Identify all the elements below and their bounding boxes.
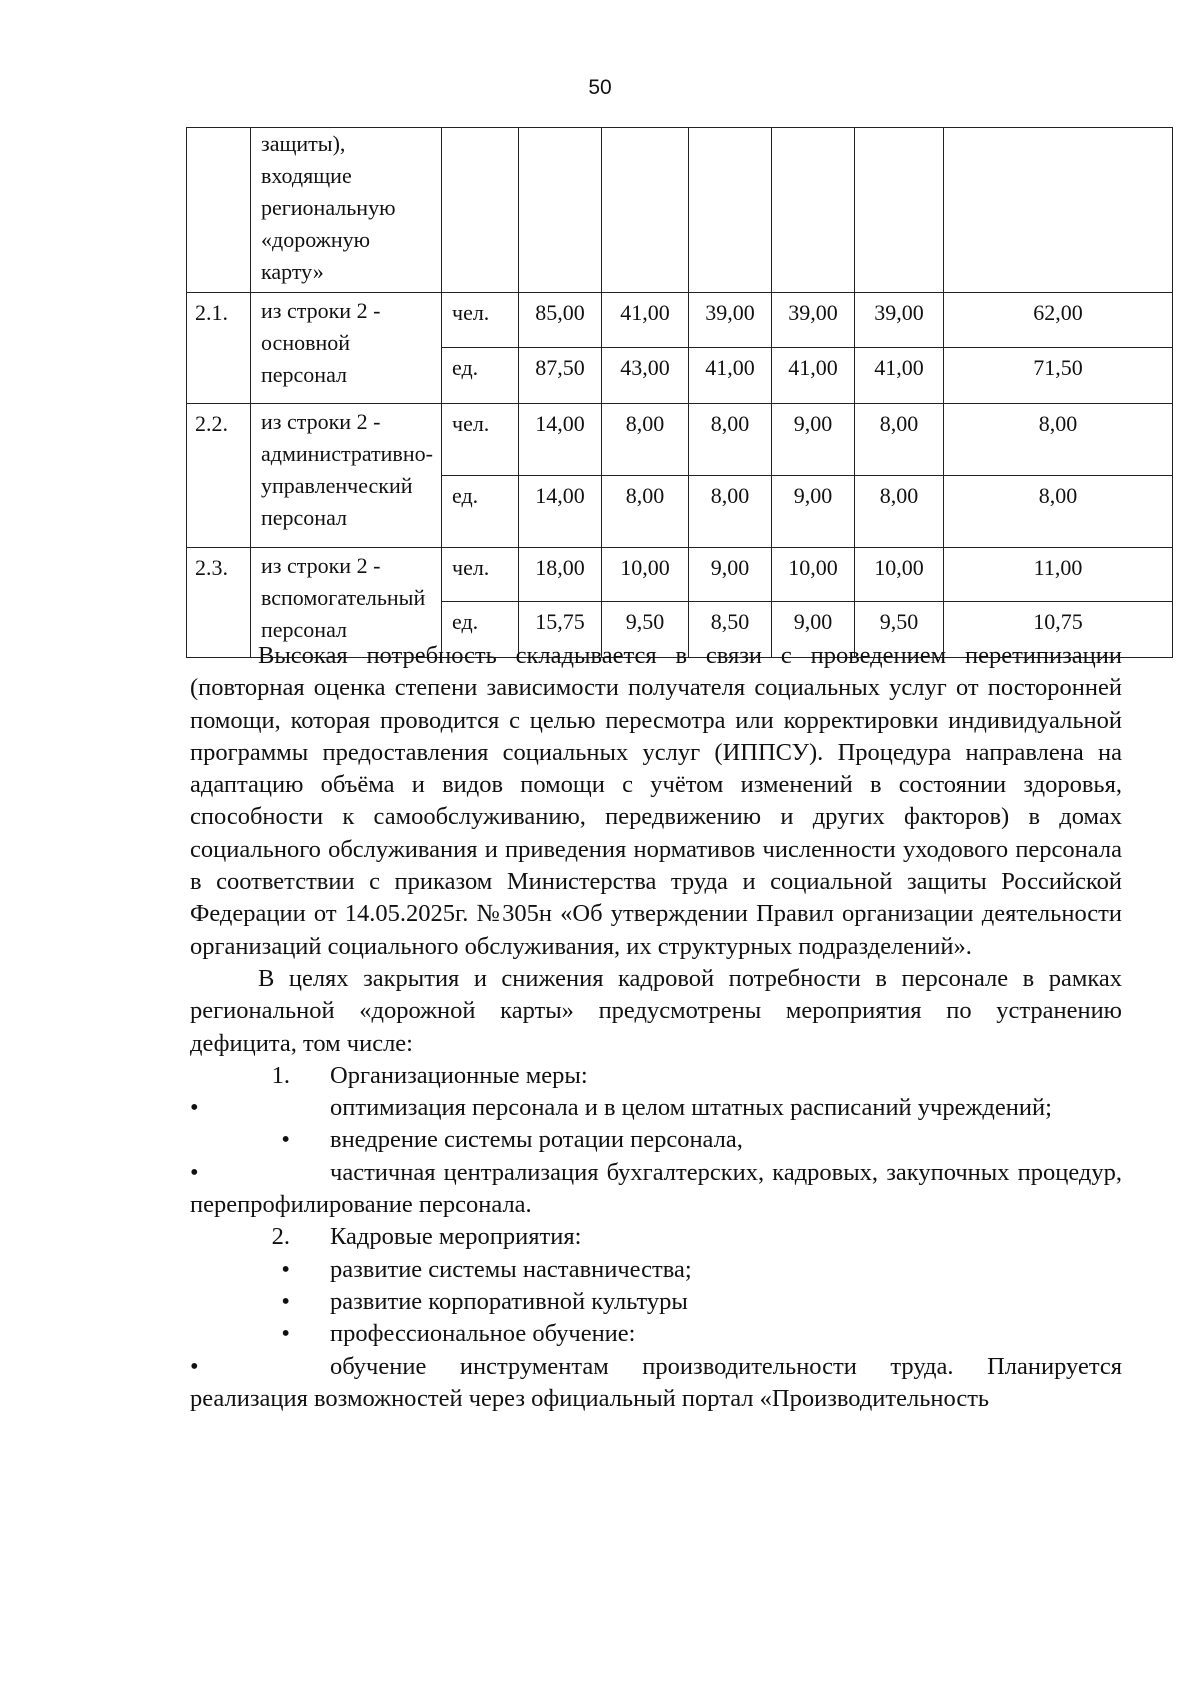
unit-cell: чел. <box>442 548 519 602</box>
list-marker: 1. <box>271 1061 290 1089</box>
table-row <box>187 293 1173 348</box>
value-cell: 8,00 <box>689 476 772 548</box>
value-cell: 8,00 <box>855 404 944 476</box>
value-cell: 8,00 <box>855 476 944 548</box>
value-cell: 9,00 <box>689 548 772 602</box>
value-cell: 39,00 <box>689 293 772 348</box>
row-number: 2.2. <box>187 404 251 548</box>
page-number: 50 <box>588 76 612 99</box>
bullet-icon: • <box>190 1094 199 1122</box>
list-marker: 2. <box>271 1223 290 1251</box>
value-cell: 39,00 <box>855 293 944 348</box>
value-cell: 14,00 <box>519 476 602 548</box>
body-text <box>190 640 1122 1415</box>
value-cell: 8,00 <box>602 476 689 548</box>
value-cell: 71,50 <box>944 348 1173 404</box>
unit-cell: ед. <box>442 602 519 658</box>
value-cell: 11,00 <box>944 548 1173 602</box>
row-number: 2.3. <box>187 548 251 658</box>
row-label: из строки 2 - основной персонал <box>251 293 442 404</box>
list-item-text: Организационные меры: <box>330 1061 588 1089</box>
value-cell: 8,00 <box>689 404 772 476</box>
list-item <box>190 1060 1122 1092</box>
list-item-text: развитие системы наставничества; <box>330 1255 692 1283</box>
list-item <box>190 1221 1122 1253</box>
row-label: защиты), входящие региональную «дорожную карту» <box>251 128 442 293</box>
list-item <box>190 1286 1122 1318</box>
table-row <box>187 128 1173 293</box>
value-cell: 10,00 <box>772 548 855 602</box>
value-cell: 41,00 <box>689 348 772 404</box>
list-item <box>190 1092 1122 1124</box>
value-cell: 10,00 <box>602 548 689 602</box>
value-cell: 9,00 <box>772 404 855 476</box>
value-cell: 8,50 <box>689 602 772 658</box>
list-item-text: оптимизация персонала и в целом штатных расписаний учреждений; <box>330 1094 1052 1122</box>
value-cell: 62,00 <box>944 293 1173 348</box>
value-cell: 41,00 <box>602 293 689 348</box>
value-cell: 10,75 <box>944 602 1173 658</box>
row-number: 2.1. <box>187 293 251 404</box>
value-cell: 8,00 <box>944 404 1173 476</box>
unit-cell: чел. <box>442 293 519 348</box>
bullet-icon: • <box>281 1126 290 1154</box>
value-cell: 9,50 <box>855 602 944 658</box>
paragraph: Высокая потребность складывается в связи с проведением перетипизации (повторная оценка степени зависимости получателя социальных услуг от посторонней помощи, которая проводится с целью пересмотра или корректировки индивидуальной программы предоставления социальных услуг (ИППСУ). Процедура направлена на адаптацию объёма и видов помощи с учётом изменений в состоянии здоровья, способности к самообслуживанию, передвижению и других факторов) в домах социального обслуживания и приведения нормативов численности уходового персонала в соответствии с приказом Министерства труда и социальной защиты Российской Федерации от 14.05.2025г. №305н «Об утверждении Правил организации деятельности организаций социального обслуживания, их структурных подразделений». <box>190 642 1122 960</box>
paragraph: В целях закрытия и снижения кадровой потребности в персонале в рамках региональной «дорожной карты» предусмотрены мероприятия по устранению дефицита, том числе: <box>190 964 1122 1057</box>
list-item <box>190 1318 1122 1350</box>
value-cell: 8,00 <box>602 404 689 476</box>
value-cell: 85,00 <box>519 293 602 348</box>
bullet-icon: • <box>190 1352 199 1380</box>
value-cell: 15,75 <box>519 602 602 658</box>
value-cell: 39,00 <box>772 293 855 348</box>
bullet-icon: • <box>190 1158 199 1186</box>
list-item-text: профессиональное обучение: <box>330 1320 636 1348</box>
bullet-icon: • <box>281 1255 290 1283</box>
unit-cell: ед. <box>442 476 519 548</box>
value-cell: 43,00 <box>602 348 689 404</box>
unit-cell: чел. <box>442 404 519 476</box>
staffing-table <box>186 127 1173 658</box>
value-cell: 9,00 <box>772 476 855 548</box>
value-cell: 41,00 <box>772 348 855 404</box>
table-row <box>187 548 1173 602</box>
value-cell: 10,00 <box>855 548 944 602</box>
list-item <box>190 1124 1122 1156</box>
unit-cell: ед. <box>442 348 519 404</box>
list-item <box>190 1254 1122 1286</box>
list-item <box>190 1157 1122 1222</box>
table-row <box>187 404 1173 476</box>
row-label: из строки 2 - вспомогательный персонал <box>251 548 442 658</box>
row-label: из строки 2 - административно-управленческий персонал <box>251 404 442 548</box>
list-item-text: внедрение системы ротации персонала, <box>330 1126 743 1154</box>
list-item-text: обучение инструментам производительности труда. Планируется реализация возможностей через официальный портал «Производительность <box>190 1352 1122 1412</box>
value-cell: 18,00 <box>519 548 602 602</box>
list-item-text: Кадровые мероприятия: <box>330 1223 582 1251</box>
list-item <box>190 1351 1122 1416</box>
value-cell: 14,00 <box>519 404 602 476</box>
value-cell: 8,00 <box>944 476 1173 548</box>
value-cell: 9,00 <box>772 602 855 658</box>
list-item-text: частичная централизация бухгалтерских, кадровых, закупочных процедур, перепрофилирование персонала. <box>190 1158 1122 1219</box>
bullet-icon: • <box>281 1287 290 1315</box>
bullet-icon: • <box>281 1320 290 1348</box>
value-cell: 41,00 <box>855 348 944 404</box>
value-cell: 9,50 <box>602 602 689 658</box>
value-cell: 87,50 <box>519 348 602 404</box>
list-item-text: развитие корпоративной культуры <box>330 1287 688 1315</box>
